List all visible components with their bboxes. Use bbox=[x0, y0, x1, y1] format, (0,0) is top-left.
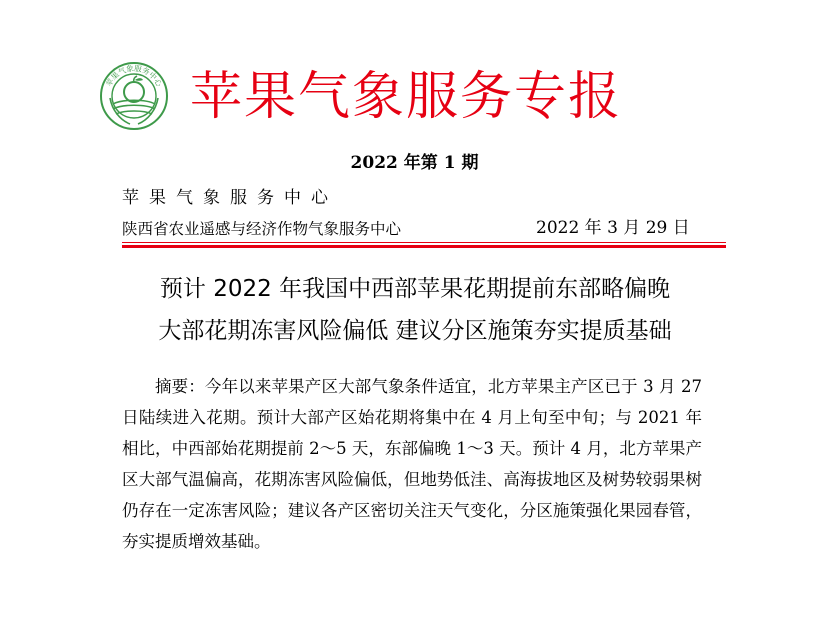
publisher-name: 苹果气象服务中心 bbox=[122, 188, 338, 208]
issue-date: 2022 年 3 月 29 日 bbox=[536, 218, 690, 238]
report-title: 苹果气象服务专报 bbox=[190, 67, 623, 127]
header-divider-thin bbox=[122, 242, 726, 243]
abstract-paragraph: 摘要：今年以来苹果产区大部气象条件适宜，北方苹果主产区已于 3 月 27 日陆续进入花期。预计大部产区始花期将集中在 4 月上旬至中旬；与 2021 年相比，中西部始花期提前 2～5 天，东部偏晚 1～3 天。预计 4 月，北方苹果产区大部气温偏高，花期冻害风险偏低，但地势低洼、高海拔地区及树势较弱果树仍存在一定冻害风险；建议各产区密切关注天气变化，分区施策强化果园春管，夯实提质增效基础。 bbox=[122, 377, 702, 551]
svg-text:苹果气象服务中心: 苹果气象服务中心 bbox=[104, 63, 164, 89]
publisher-full-name: 陕西省农业遥感与经济作物气象服务中心 bbox=[122, 220, 402, 238]
headline bbox=[110, 268, 720, 352]
header-divider-thick bbox=[122, 245, 726, 248]
headline-line-2: 大部花期冻害风险偏低 建议分区施策夯实提质基础 bbox=[158, 318, 672, 344]
logo-seal bbox=[100, 60, 168, 136]
headline-line-1: 预计 2022 年我国中西部苹果花期提前东部略偏晚 bbox=[159, 276, 671, 302]
issue-number: 2022 年第 1 期 bbox=[350, 153, 479, 173]
